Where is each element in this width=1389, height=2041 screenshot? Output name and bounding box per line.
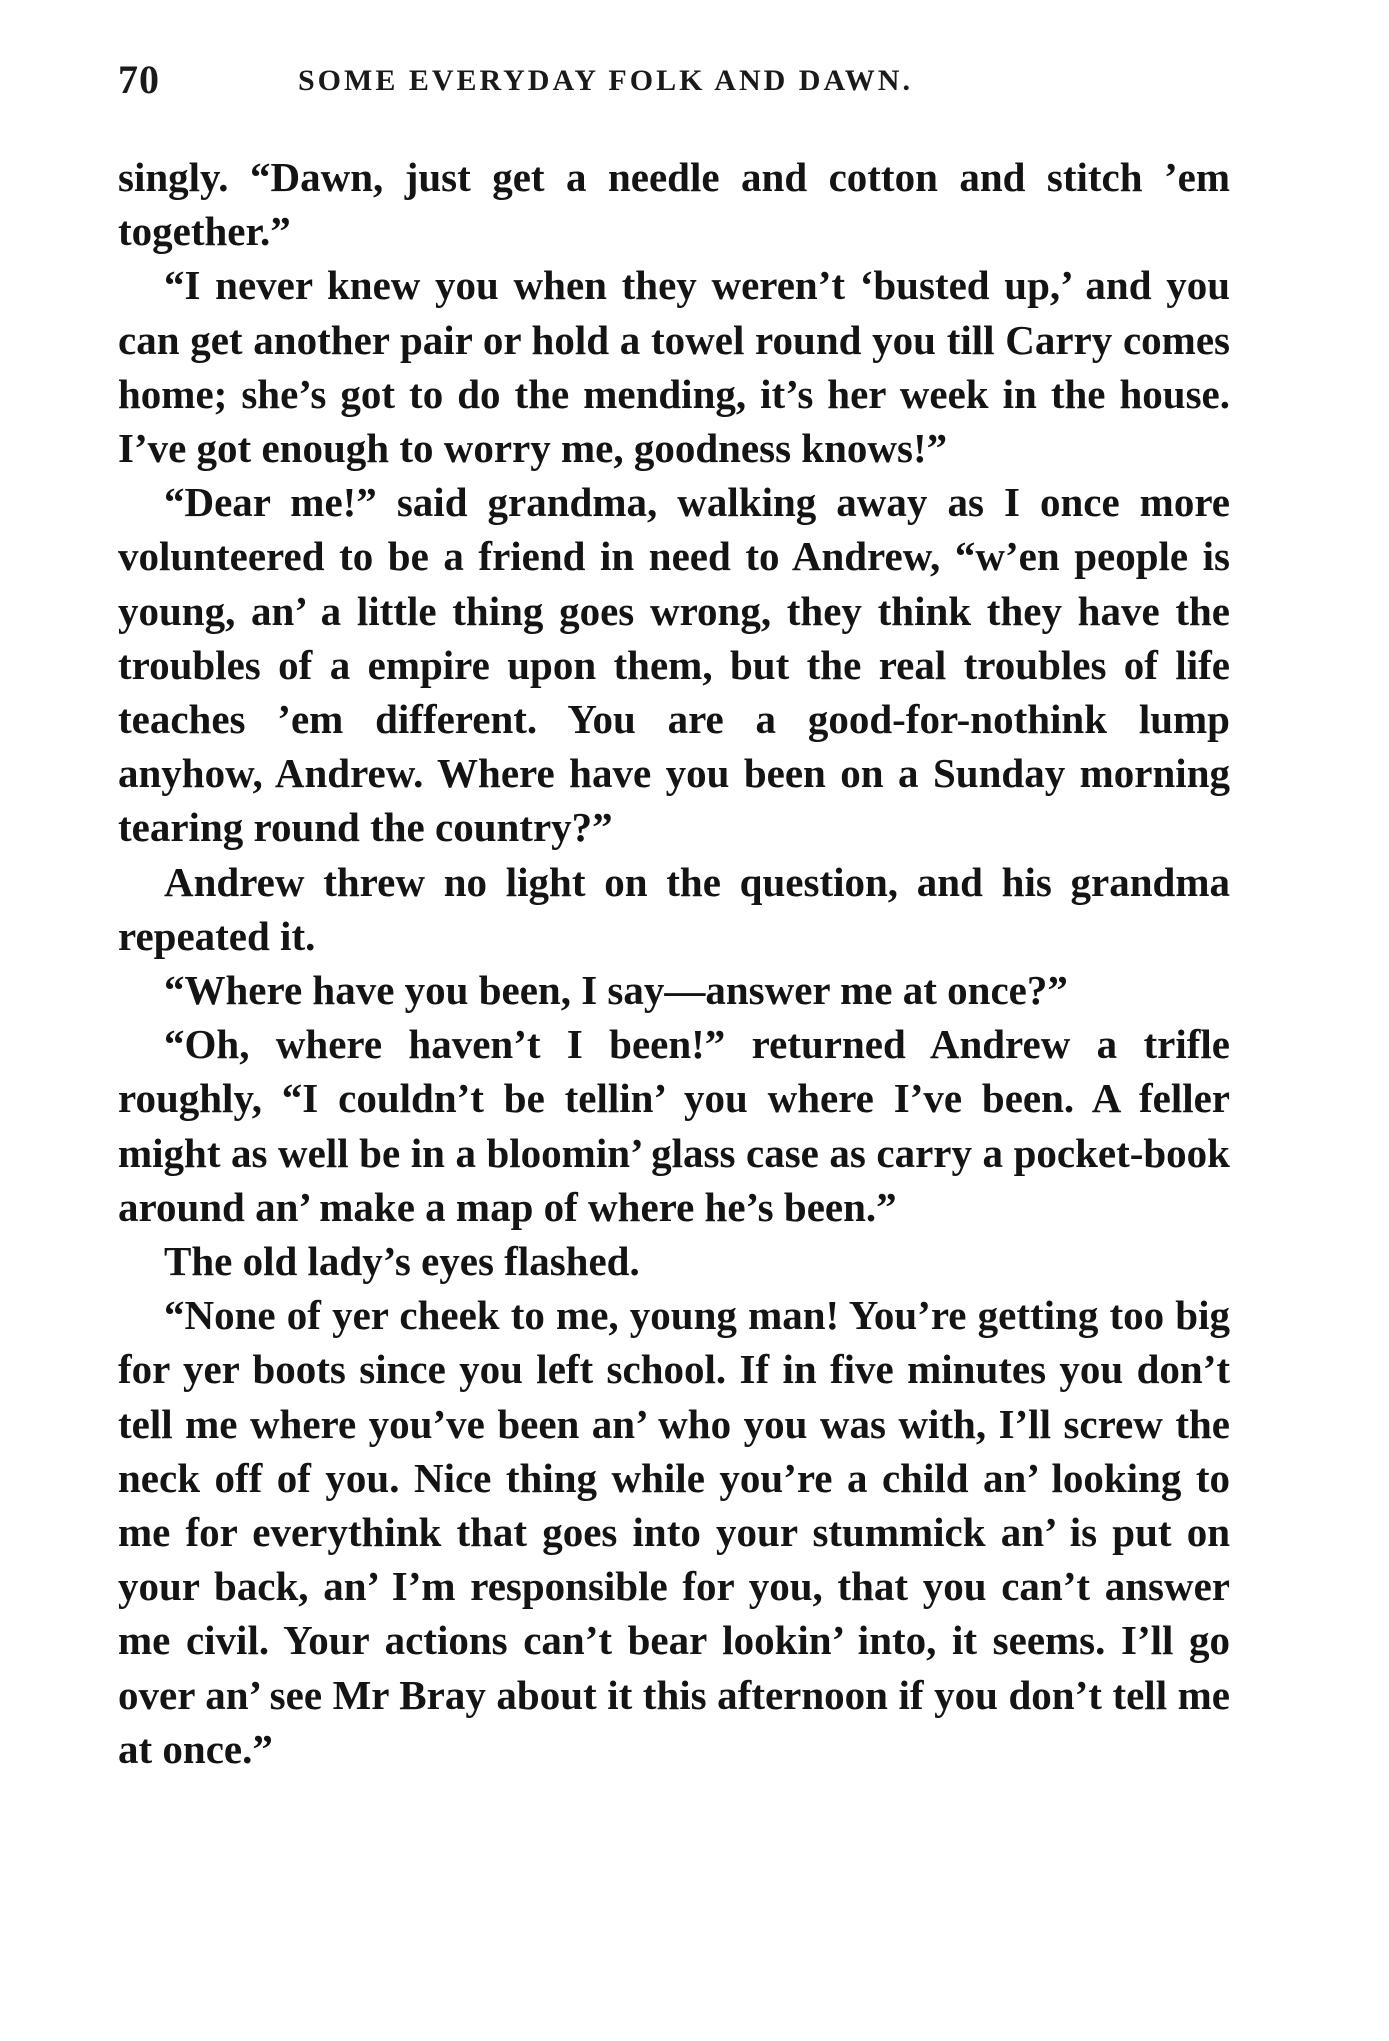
paragraph-8: “None of yer cheek to me, young man! You’re getting too big for yer boots since you left school. If in five minutes you don’t tell me where you’ve been an’ who you was with, I’ll screw the neck off of you. Nice thing while you’re a child an’ looking to me for everythink that goes into your stummick an’ is put on your back, an’ I’m responsible for you, that you can’t answer me civil. Your actions can’t bear lookin’ into, it seems. I’ll go over an’ see Mr Bray about it this afternoon if you don’t tell me at once.” (118, 1292, 1230, 1772)
page-number: 70 (118, 57, 160, 102)
paragraph-5: “Where have you been, I say—answer me at once?” (164, 967, 1068, 1014)
paragraph-6: “Oh, where haven’t I been!” returned Andrew a trifle roughly, “I couldn’t be tellin’ you where I’ve been. A feller might as well be in a bloomin’ glass case as carry a pocket-book around an’ make a map of where he’s been.” (118, 1021, 1230, 1230)
paragraph-3: “Dear me!” said grandma, walking away as I once more volunteered to be a friend in need to Andrew, “w’en people is young, an’ a little thing goes wrong, they think they have the troubles of a empire upon them, but the real troubles of life teaches ’em different. You are a good-for-nothink lump anyhow, Andrew. Where have you been on a Sunday morning tearing round the country?” (118, 479, 1230, 851)
body-text (118, 150, 1230, 1776)
running-title: SOME EVERYDAY FOLK AND DAWN. (298, 64, 913, 97)
paragraph-1: singly. “Dawn, just get a needle and cotton and stitch ’em together.” (118, 154, 1230, 255)
paragraph-7: The old lady’s eyes flashed. (164, 1238, 640, 1285)
paragraph-4: Andrew threw no light on the question, and his grandma repeated it. (118, 858, 1230, 959)
paragraph-2: “I never knew you when they weren’t ‘busted up,’ and you can get another pair or hold a towel round you till Carry comes home; she’s got to do the mending, it’s her week in the house. I’ve got enough to worry me, goodness knows!” (118, 262, 1230, 472)
running-head (118, 56, 1228, 116)
